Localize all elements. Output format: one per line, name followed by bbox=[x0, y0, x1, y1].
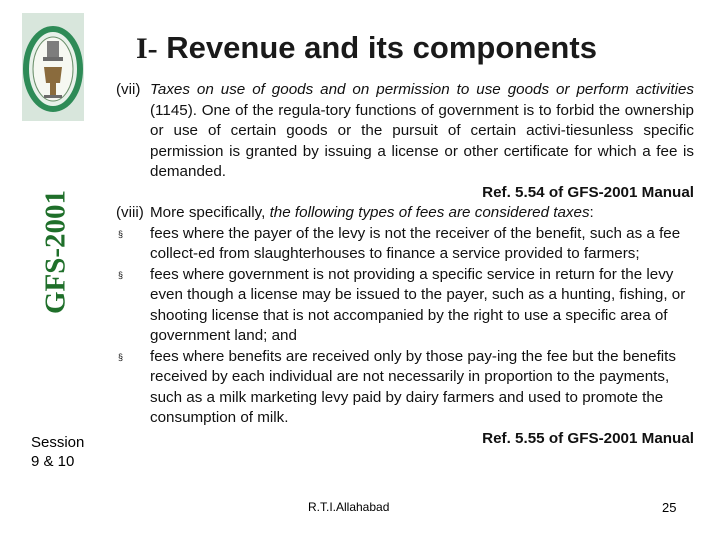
slide-content bbox=[116, 80, 694, 449]
paragraph-text: One of the regula-tory functions of government is to forbid the ownership or use of certain goods or the pursuit of certain activi-tiesunless specific permission is granted by issuing a license or other certificate for which a fee is demanded. bbox=[150, 101, 694, 180]
paragraph-viii bbox=[116, 203, 694, 224]
session-line-1: Session bbox=[31, 434, 85, 451]
title-text: Revenue and its components bbox=[166, 30, 597, 65]
paragraph-code: (1145). bbox=[150, 101, 197, 119]
title-numeral: I- bbox=[136, 32, 158, 65]
reference-1: Ref. 5.54 of GFS-2001 Manual bbox=[482, 183, 694, 201]
bullet-icon: § bbox=[118, 228, 124, 239]
side-title bbox=[39, 189, 72, 315]
paragraph-vii bbox=[116, 80, 694, 183]
paragraph-italic: the following types of fees are considered taxes bbox=[269, 204, 590, 221]
page-number: 25 bbox=[662, 500, 677, 515]
paragraph-number: (viii) bbox=[116, 204, 144, 221]
paragraph-tail: : bbox=[589, 204, 594, 221]
list-item bbox=[116, 265, 694, 347]
session-label bbox=[31, 433, 84, 471]
list-item-text: fees where benefits are received only by those pay-ing the fee but the benefits received by each individual are not necessarily in proportion to the payments, such as a milk marketing levy paid by dairy farmers and used to promote the consumption of milk. bbox=[150, 347, 676, 426]
paragraph-number: (vii) bbox=[116, 81, 141, 98]
paragraph-lead: More specifically, bbox=[150, 204, 270, 221]
list-item bbox=[116, 347, 694, 429]
list-item bbox=[116, 224, 694, 265]
list-item-text: fees where the payer of the levy is not the receiver of the benefit, such as a fee collect-ed from slaughterhouses to finance a service provided to farmers; bbox=[150, 224, 681, 262]
reference-2: Ref. 5.55 of GFS-2001 Manual bbox=[482, 429, 694, 447]
side-title-text: GFS-2001 bbox=[39, 189, 72, 315]
emblem-logo bbox=[22, 13, 84, 121]
session-line-2: 9 & 10 bbox=[31, 453, 75, 470]
footer-organization: R.T.I.Allahabad bbox=[308, 500, 390, 514]
bullet-icon: § bbox=[118, 269, 124, 280]
slide-title bbox=[136, 30, 696, 66]
bullet-icon: § bbox=[118, 351, 124, 362]
paragraph-heading: Taxes on use of goods and on permission to use goods or perform activities bbox=[150, 81, 694, 98]
list-item-text: fees where government is not providing a specific service in return for the levy even though a license may be issued to the payer, such as a hunting, fishing, or shooting license that is not accompanied by the right to use a specific area of government land; and bbox=[150, 265, 686, 344]
